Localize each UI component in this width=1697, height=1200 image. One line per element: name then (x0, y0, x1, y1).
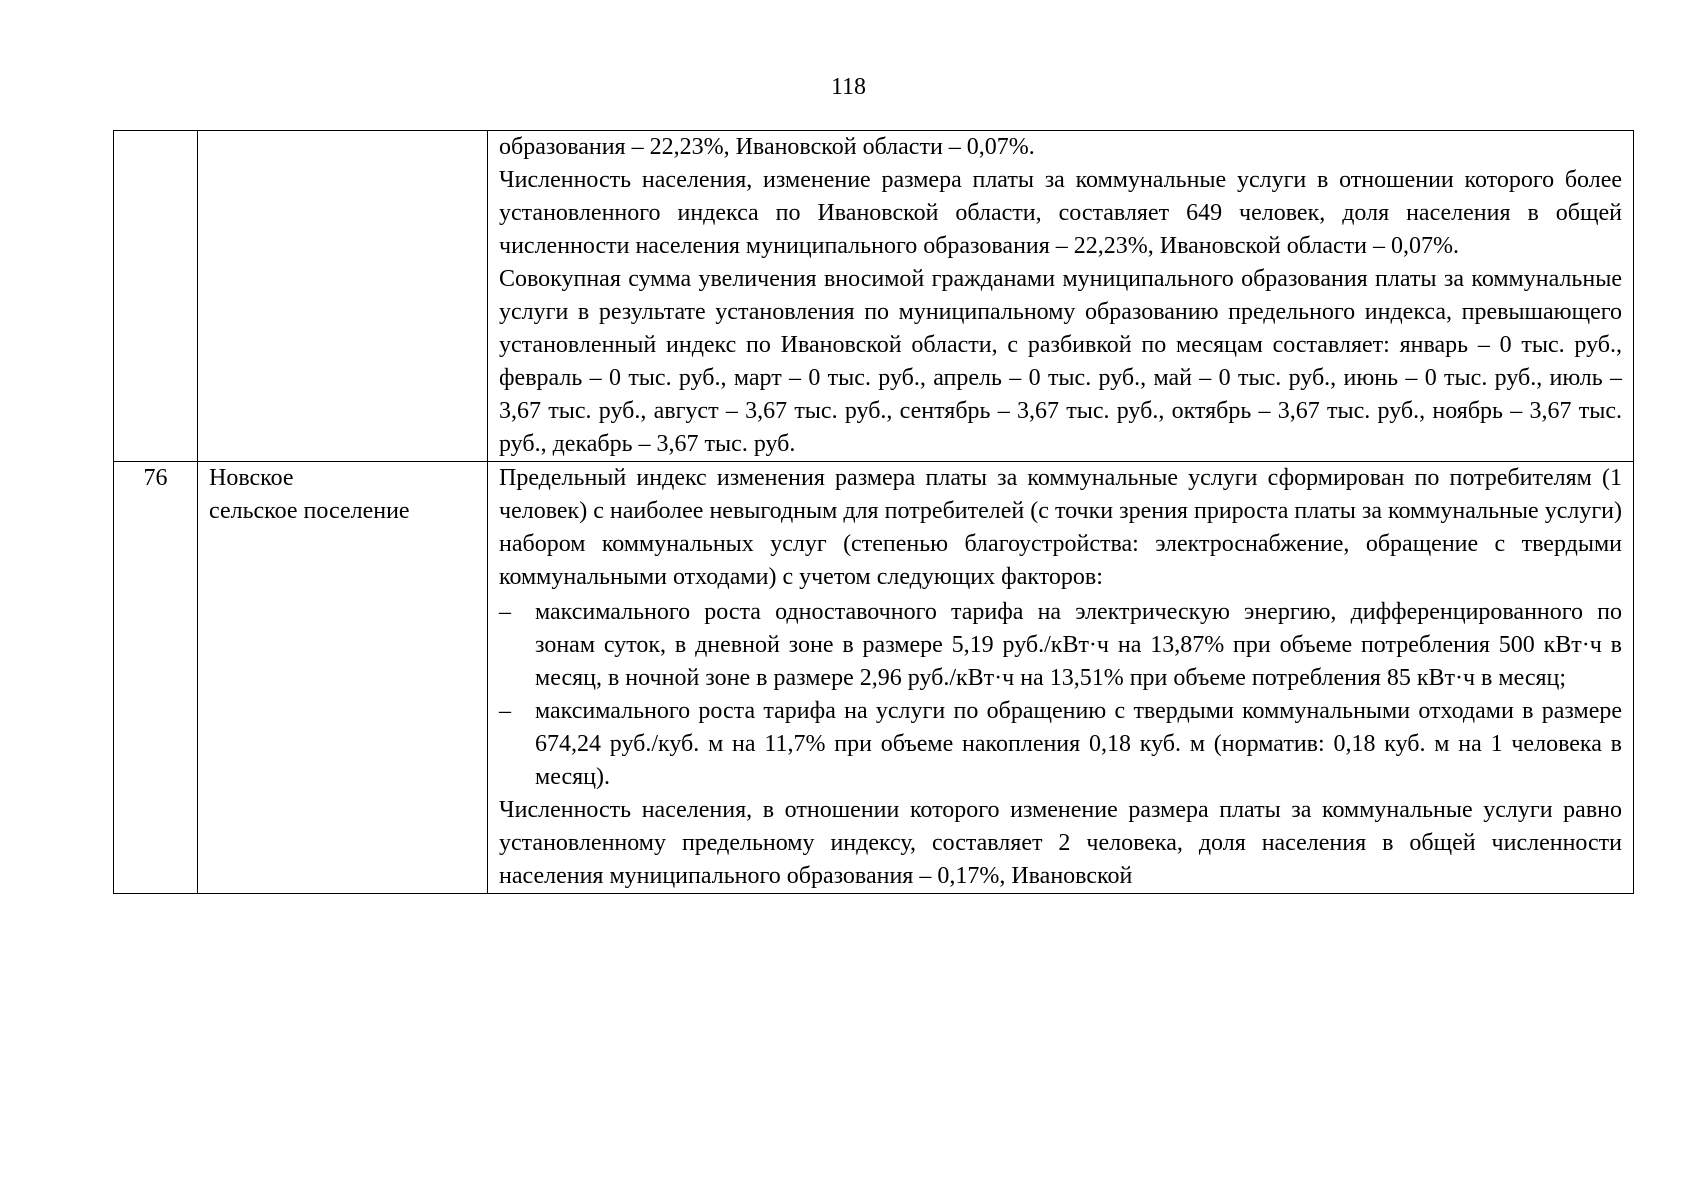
list-item (499, 695, 1622, 794)
dash-marker: – (499, 698, 511, 724)
list-item-text: максимального роста тарифа на услуги по обращению с твердыми коммунальными отходами в размере 674,24 руб./куб. м на 11,7% при объеме накопления 0,18 куб. м (норматив: 0,18 куб. м на 1 человека в месяц). (535, 698, 1622, 790)
list-item (499, 596, 1622, 695)
paragraph: Предельный индекс изменения размера платы за коммунальные услуги сформирован по потребителям (1 человек) с наиболее невыгодным для потребителей (с точки зрения прироста платы за коммунальные услуги) набором коммунальных услуг (степенью благоустройства: электроснабжение, обращение с твердыми коммунальными отходами) с учетом следующих факторов: (499, 465, 1622, 590)
paragraph: Совокупная сумма увеличения вносимой гражданами муниципального образования платы за коммунальные услуги в результате установления по муниципальному образованию предельного индекса, превышающего установленный индекс по Ивановской области, с разбивкой по месяцам составляет: январь – 0 тыс. руб., февраль – 0 тыс. руб., март – 0 тыс. руб., апрель – 0 тыс. руб., май – 0 тыс. руб., июнь – 0 тыс. руб., июль – 3,67 тыс. руб., август – 3,67 тыс. руб., сентябрь – 3,67 тыс. руб., октябрь – 3,67 тыс. руб., ноябрь – 3,67 тыс. руб., декабрь – 3,67 тыс. руб. (499, 266, 1622, 457)
municipality-name (198, 462, 488, 894)
paragraph: Численность населения, изменение размера платы за коммунальные услуги в отношении которого более установленного индекса по Ивановской области, составляет 649 человек, доля населения в общей численности населения муниципального образования – 22,23%, Ивановской области – 0,07%. (499, 167, 1622, 259)
table-row (114, 462, 1634, 894)
index-description (488, 462, 1634, 894)
list-item-text: максимального роста одноставочного тарифа на электрическую энергию, дифференцированного по зонам суток, в дневной зоне в размере 5,19 руб./кВт·ч на 13,87% при объеме потребления 500 кВт·ч в месяц, в ночной зоне в размере 2,96 руб./кВт·ч на 13,51% при объеме потребления 85 кВт·ч в месяц; (535, 599, 1622, 691)
municipality-name-line: Новское (209, 465, 294, 491)
municipality-name (198, 131, 488, 462)
factor-list (499, 596, 1622, 794)
dash-marker: – (499, 599, 511, 625)
paragraph: Численность населения, в отношении которого изменение размера платы за коммунальные услуги равно установленному предельному индексу, составляет 2 человека, доля населения в общей численности населения муниципального образования – 0,17%, Ивановской (499, 797, 1622, 889)
row-number: 76 (114, 462, 198, 894)
page-number: 118 (830, 74, 867, 100)
table-row (114, 131, 1634, 462)
municipality-name-line: сельское поселение (209, 498, 410, 524)
index-table (113, 130, 1634, 894)
paragraph: образования – 22,23%, Ивановской области – 0,07%. (499, 134, 1035, 160)
row-number (114, 131, 198, 462)
index-description (488, 131, 1634, 462)
